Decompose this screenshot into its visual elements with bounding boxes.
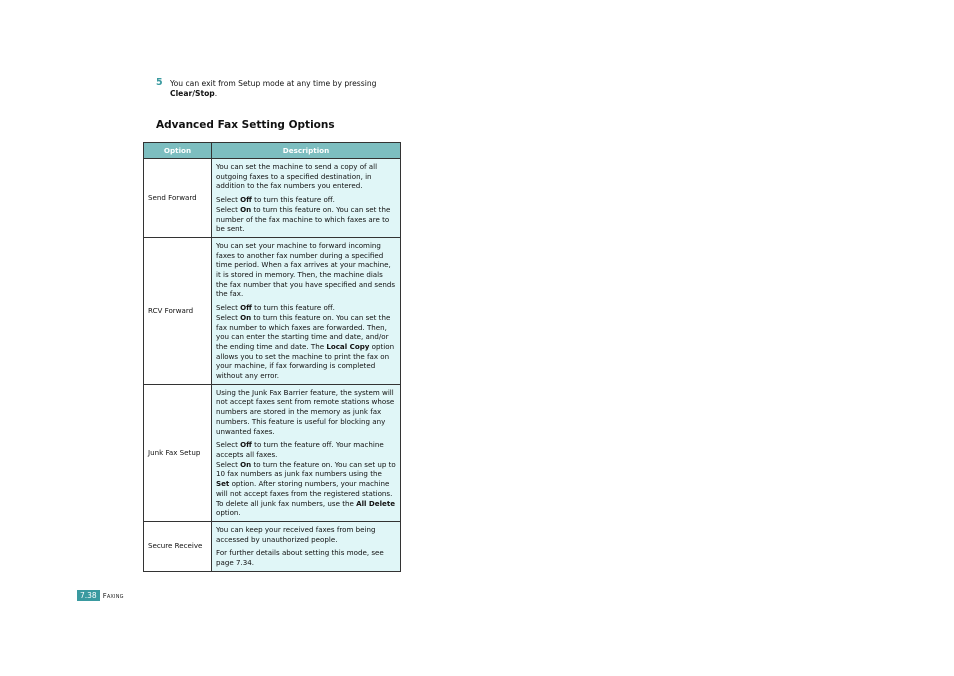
- page-footer: [77, 590, 124, 601]
- step-number: 5: [156, 77, 163, 88]
- option-cell: RCV Forward: [144, 237, 212, 384]
- table-header-row: [144, 143, 401, 159]
- table-row-rcv-forward: [144, 237, 401, 384]
- table-row-send-forward: [144, 159, 401, 238]
- option-cell: Junk Fax Setup: [144, 384, 212, 521]
- options-table: [143, 142, 401, 572]
- header-option: Option: [144, 143, 212, 159]
- header-description: Description: [212, 143, 401, 159]
- step-5: [156, 79, 406, 99]
- option-cell: Secure Receive: [144, 521, 212, 571]
- option-cell: Send Forward: [144, 159, 212, 238]
- step-text: You can exit from Setup mode at any time by pressing Clear/Stop.: [170, 79, 377, 98]
- clear-stop-key: Clear/Stop: [170, 89, 215, 98]
- table-row-secure-receive: [144, 521, 401, 571]
- table-row-junk-fax-setup: [144, 384, 401, 521]
- description-cell: Using the Junk Fax Barrier feature, the system will not accept faxes sent from remote stations whose numbers are stored in the memory as junk fax numbers. This feature is useful for blocking any unwanted faxes. Select Off to turn the feature off. Your machine accepts all faxes. Select On to turn the feature on. You can set up to 10 fax numbers as junk fax numbers using the Set option. After storing numbers, your machine will not accept faxes from the registered stations. To delete all junk fax numbers, use the All Delete option.: [212, 384, 401, 521]
- section-heading: Advanced Fax Setting Options: [156, 119, 335, 131]
- section-label: Faxing: [102, 591, 124, 600]
- description-cell: You can keep your received faxes from being accessed by unauthorized people. For further details about setting this mode, see page 7.34.: [212, 521, 401, 571]
- description-cell: You can set your machine to forward incoming faxes to another fax number during a specified time period. When a fax arrives at your machine, it is stored in memory. Then, the machine dials the fax number that you have specified and sends the fax. Select Off to turn this feature off. Select On to turn this feature on. You can set the fax number to which faxes are forwarded. Then, you can enter the starting time and date, and/or the ending time and date. The Local Copy option allows you to set the machine to print the fax on your machine, if fax forwarding is completed without any error.: [212, 237, 401, 384]
- description-cell: You can set the machine to send a copy of all outgoing faxes to a specified destination, in addition to the fax numbers you entered. Select Off to turn this feature off. Select On to turn this feature on. You can set the number of the fax machine to which faxes are to be sent.: [212, 159, 401, 238]
- page-number-badge: 7.38: [77, 590, 100, 601]
